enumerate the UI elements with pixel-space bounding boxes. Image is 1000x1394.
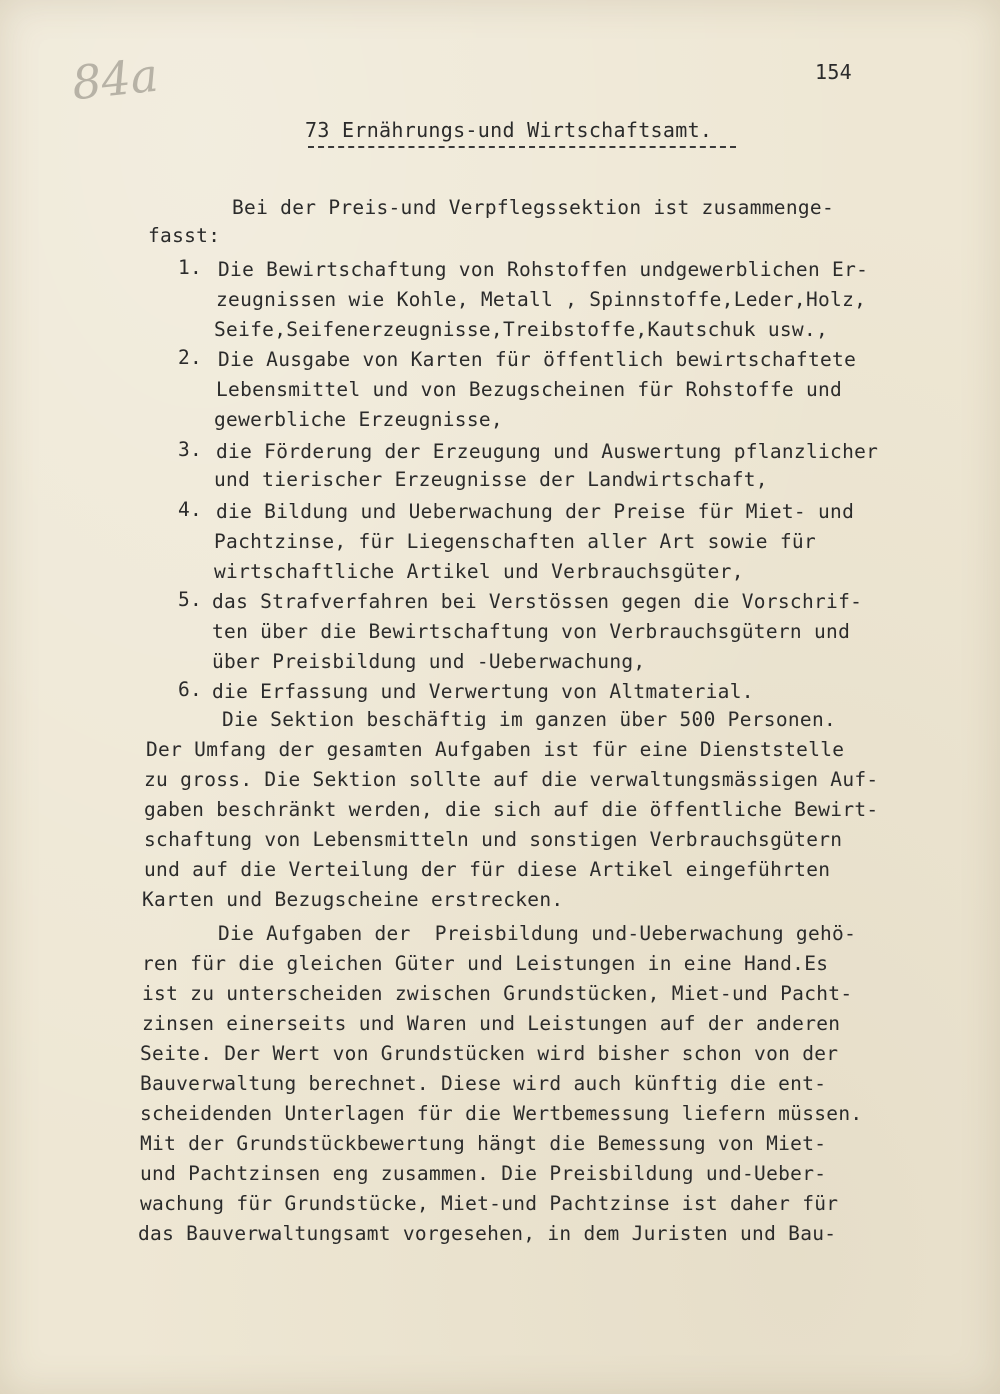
paragraph-line: Die Sektion beschäftig im ganzen über 500 Personen.: [222, 708, 837, 731]
handwritten-archive-note: 84a: [69, 47, 161, 111]
paragraph-line: scheidenden Unterlagen für die Wertbemessung liefern müssen.: [140, 1102, 863, 1125]
list-item-number: 2.: [178, 346, 203, 369]
paragraph-line: zinsen einerseits und Waren und Leistungen auf der anderen: [142, 1012, 841, 1035]
paragraph-line: schaftung von Lebensmitteln und sonstigen Verbrauchsgütern: [144, 828, 843, 851]
list-item-line: zeugnissen wie Kohle, Metall , Spinnstoffe,Leder,Holz,: [216, 288, 867, 311]
list-item-number: 1.: [178, 256, 203, 279]
paragraph-line: wachung für Grundstücke, Miet-und Pachtzinse ist daher für: [140, 1192, 839, 1215]
list-item-number: 6.: [178, 678, 203, 701]
paragraph-line: und Pachtzinsen eng zusammen. Die Preisbildung und-Ueber-: [140, 1162, 827, 1185]
paragraph-line: Die Aufgaben der Preisbildung und-Ueberwachung gehö-: [218, 922, 857, 945]
paragraph-line: Bauverwaltung berechnet. Diese wird auch künftig die ent-: [140, 1072, 827, 1095]
list-item-line: Die Ausgabe von Karten für öffentlich bewirtschaftete: [218, 348, 857, 371]
list-item-line: Pachtzinse, für Liegenschaften aller Art sowie für: [214, 530, 816, 553]
paragraph-line: Der Umfang der gesamten Aufgaben ist für eine Dienststelle: [146, 738, 845, 761]
title-underline: [308, 146, 736, 148]
paragraph-line: Karten und Bezugscheine erstrecken.: [142, 888, 564, 911]
intro-line: fasst:: [148, 224, 221, 247]
list-item-line: die Bildung und Ueberwachung der Preise für Miet- und: [216, 500, 855, 523]
intro-line: Bei der Preis-und Verpflegssektion ist zusammenge-: [232, 196, 834, 219]
paragraph-line: zu gross. Die Sektion sollte auf die verwaltungsmässigen Auf-: [144, 768, 879, 791]
list-item-number: 4.: [178, 498, 203, 521]
list-item-line: Die Bewirtschaftung von Rohstoffen undgewerblichen Er-: [218, 258, 869, 281]
list-item-line: über Preisbildung und -Ueberwachung,: [212, 650, 646, 673]
page-number: 154: [815, 60, 853, 84]
paragraph-line: Mit der Grundstückbewertung hängt die Bemessung von Miet-: [140, 1132, 827, 1155]
list-item-line: Lebensmittel und von Bezugscheinen für Rohstoffe und: [216, 378, 843, 401]
list-item-line: gewerbliche Erzeugnisse,: [214, 408, 503, 431]
list-item-number: 5.: [178, 588, 203, 611]
paragraph-line: ist zu unterscheiden zwischen Grundstücken, Miet-und Pacht-: [142, 982, 853, 1005]
paragraph-line: gaben beschränkt werden, die sich auf die öffentliche Bewirt-: [144, 798, 879, 821]
paragraph-line: ren für die gleichen Güter und Leistungen in eine Hand.Es: [142, 952, 829, 975]
paragraph-line: das Bauverwaltungsamt vorgesehen, in dem Juristen und Bau-: [138, 1222, 837, 1245]
paragraph-line: und auf die Verteilung der für diese Artikel eingeführten: [144, 858, 831, 881]
list-item-line: wirtschaftliche Artikel und Verbrauchsgüter,: [214, 560, 744, 583]
list-item-line: und tierischer Erzeugnisse der Landwirtschaft,: [214, 468, 768, 491]
page-title: 73 Ernährungs-und Wirtschaftsamt.: [305, 118, 713, 142]
list-item-line: Seife,Seifenerzeugnisse,Treibstoffe,Kautschuk usw.,: [214, 318, 829, 341]
list-item-line: die Förderung der Erzeugung und Auswertung pflanzlicher: [216, 440, 879, 463]
list-item-number: 3.: [178, 438, 203, 461]
list-item-line: die Erfassung und Verwertung von Altmaterial.: [212, 680, 754, 703]
list-item-line: ten über die Bewirtschaftung von Verbrauchsgütern und: [212, 620, 851, 643]
paragraph-line: Seite. Der Wert von Grundstücken wird bisher schon von der: [140, 1042, 839, 1065]
list-item-line: das Strafverfahren bei Verstössen gegen die Vorschrif-: [212, 590, 863, 613]
